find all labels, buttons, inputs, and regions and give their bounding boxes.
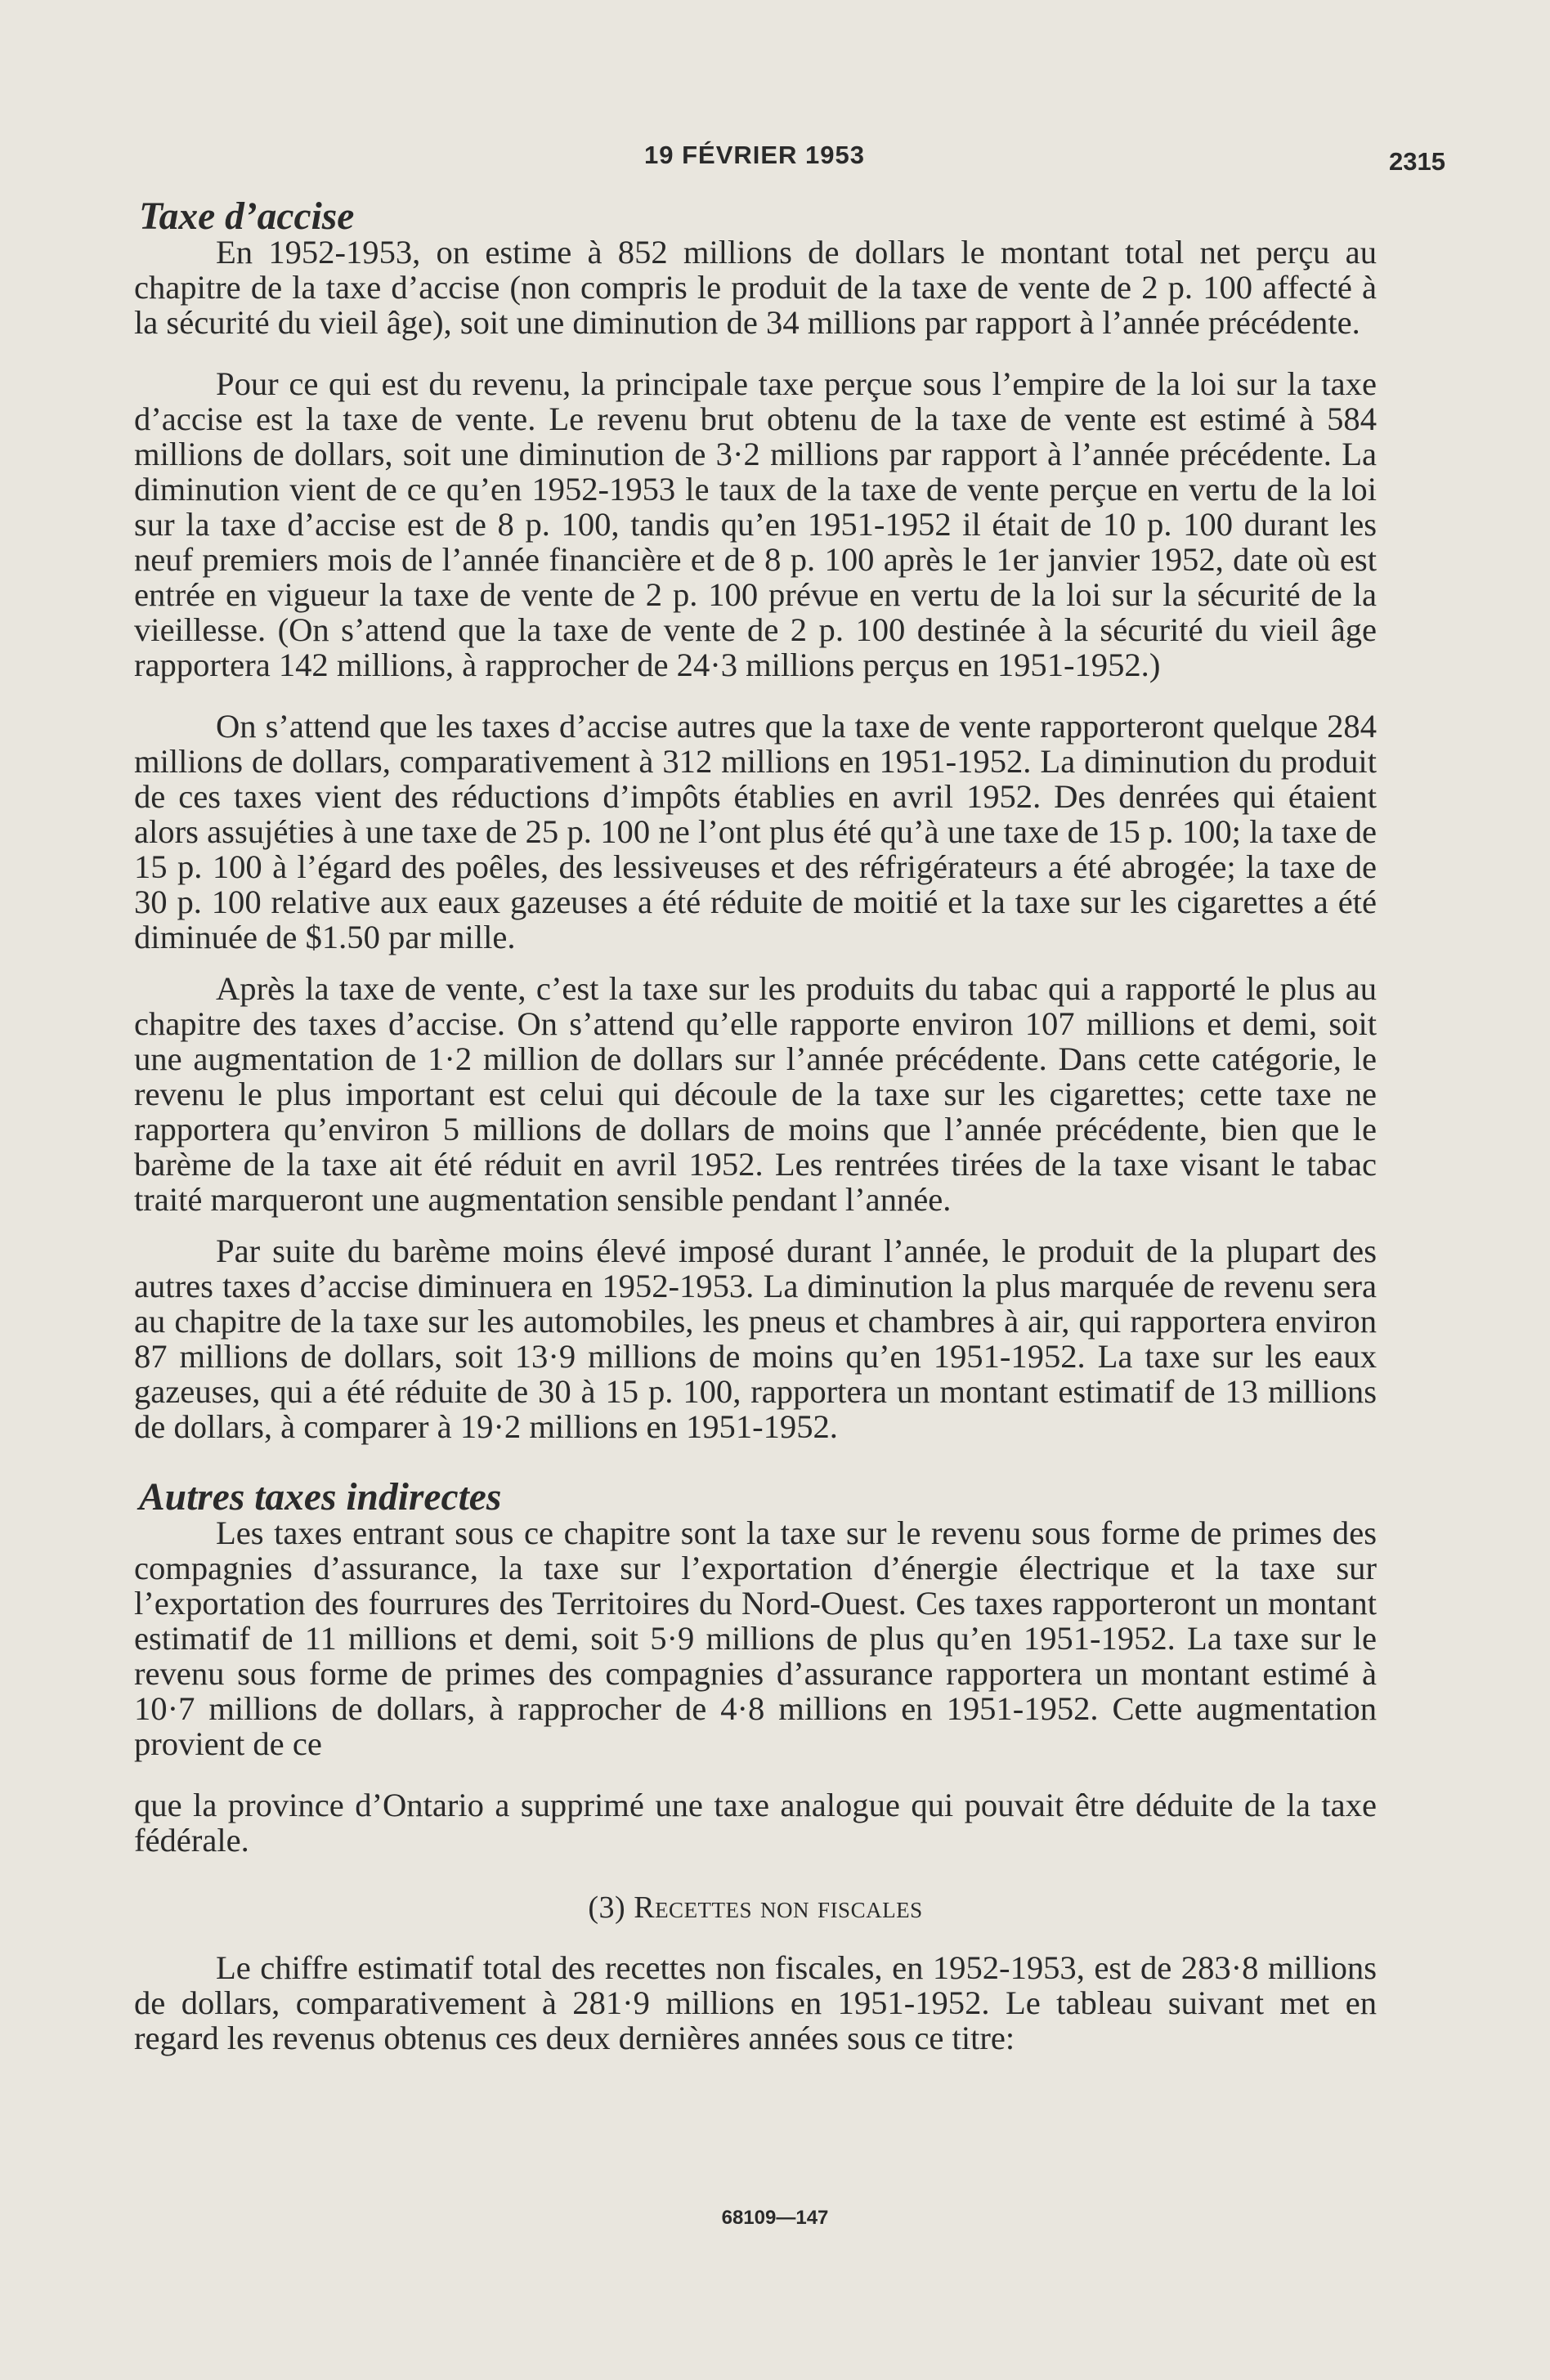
paragraph-continued: que la province d’Ontario a supprimé une taxe analogue qui pouvait être déduite de la taxe fédérale. [134,1787,1377,1859]
paragraph: Le chiffre estimatif total des recettes non fiscales, en 1952-1953, est de 283·8 millions de dollars, comparativement à 281·9 millions en 1951-1952. Le tableau suivant met en regard les revenus obtenus ces deux dernières années sous ce titre: [134,1949,1377,2056]
paragraph: On s’attend que les taxes d’accise autres que la taxe de vente rapporteront quelque 284 millions de dollars, comparativement à 312 millions en 1951-1952. La diminution du produit de ces taxes vient des réductions d’impôts établies en avril 1952. Des denrées qui étaient alors assujéties à une taxe de 25 p. 100 ne l’ont plus été qu’à une taxe de 15 p. 100; la taxe de 15 p. 100 à l’égard des poêles, des lessiveuses et des réfrigérateurs a été abrogée; la taxe de 30 p. 100 relative aux eaux gazeuses a été réduite de moitié et la taxe sur les cigarettes a été diminuée de $1.50 par mille. [134,708,1377,955]
paragraph: Après la taxe de vente, c’est la taxe sur les produits du tabac qui a rapporté le plus au chapitre des taxes d’accise. On s’attend qu’elle rapporte environ 107 millions et demi, soit une augmentation de 1·2 million de dollars sur l’année précédente. Dans cette catégorie, le revenu le plus important est celui qui découle de la taxe sur les cigarettes; cette taxe ne rapportera qu’environ 5 millions de dollars de moins que l’année précédente, bien que le barème de la taxe ait été réduit en avril 1952. Les rentrées tirées de la taxe visant le tabac traité marqueront une augmentation sensible pendant l’année. [134,970,1377,1218]
section-title-other-indirect: Autres taxes indirectes [139,1476,502,1519]
header-page-number: 2315 [1389,147,1445,176]
section-other-indirect [134,1476,1377,1859]
page-footer-code: 68109—147 [721,2207,829,2229]
page-body [134,195,1377,2056]
header-date: 19 FÉVRIER 1953 [644,141,866,169]
paragraph: Les taxes entrant sous ce chapitre sont la taxe sur le revenu sous forme de primes des compagnies d’assurance, la taxe sur l’exportation d’énergie électrique et la taxe sur l’exportation des fourrures des Territoires du Nord-Ouest. Ces taxes rapporteront un montant estimatif de 11 millions et demi, soit 5·9 millions de plus qu’en 1951-1952. La taxe sur le revenu sous forme de primes des compagnies d’assurance rapportera un montant estimé à 10·7 millions de dollars, à rapprocher de 4·8 millions en 1951-1952. Cette augmentation provient de ce [134,1514,1377,1762]
paragraph: Pour ce qui est du revenu, la principale taxe perçue sous l’empire de la loi sur la taxe d’accise est la taxe de vente. Le revenu brut obtenu de la taxe de vente est estimé à 584 millions de dollars, soit une diminution de 3·2 millions par rapport à l’année précédente. La diminution vient de ce qu’en 1952-1953 le taux de la taxe de vente perçue en vertu de la loi sur la taxe d’accise est de 8 p. 100, tandis qu’en 1951-1952 il était de 10 p. 100 durant les neuf premiers mois de l’année financière et de 8 p. 100 après le 1er janvier 1952, date où est entrée en vigueur la taxe de vente de 2 p. 100 prévue en vertu de la loi sur la sécurité de la vieillesse. (On s’attend que la taxe de vente de 2 p. 100 destinée à la sécurité du vieil âge rapportera 142 millions, à rapprocher de 24·3 millions perçus en 1951-1952.) [134,365,1377,683]
section-number: (3) [588,1890,626,1925]
paragraph: En 1952-1953, on estime à 852 millions de dollars le montant total net perçu au chapitre de la taxe d’accise (non compris le produit de la taxe de vente de 2 p. 100 affecté à la sécurité du vieil âge), soit une diminution de 34 millions par rapport à l’année précédente. [134,234,1377,341]
page-header [137,141,1445,181]
section-non-tax [134,1890,1377,2056]
section-heading-non-tax [134,1890,1377,1926]
section-title-excise: Taxe d’accise [139,195,355,238]
section-title-non-tax: Recettes non fiscales [634,1890,923,1925]
section-excise [134,195,1377,1445]
paragraph: Par suite du barème moins élevé imposé durant l’année, le produit de la plupart des autres taxes d’accise diminuera en 1952-1953. La diminution la plus marquée de revenu sera au chapitre de la taxe sur les automobiles, les pneus et chambres à air, qui rapportera environ 87 millions de dollars, soit 13·9 millions de moins qu’en 1951-1952. La taxe sur les eaux gazeuses, qui a été réduite de 30 à 15 p. 100, rapportera un montant estimatif de 13 millions de dollars, à comparer à 19·2 millions en 1951-1952. [134,1232,1377,1445]
